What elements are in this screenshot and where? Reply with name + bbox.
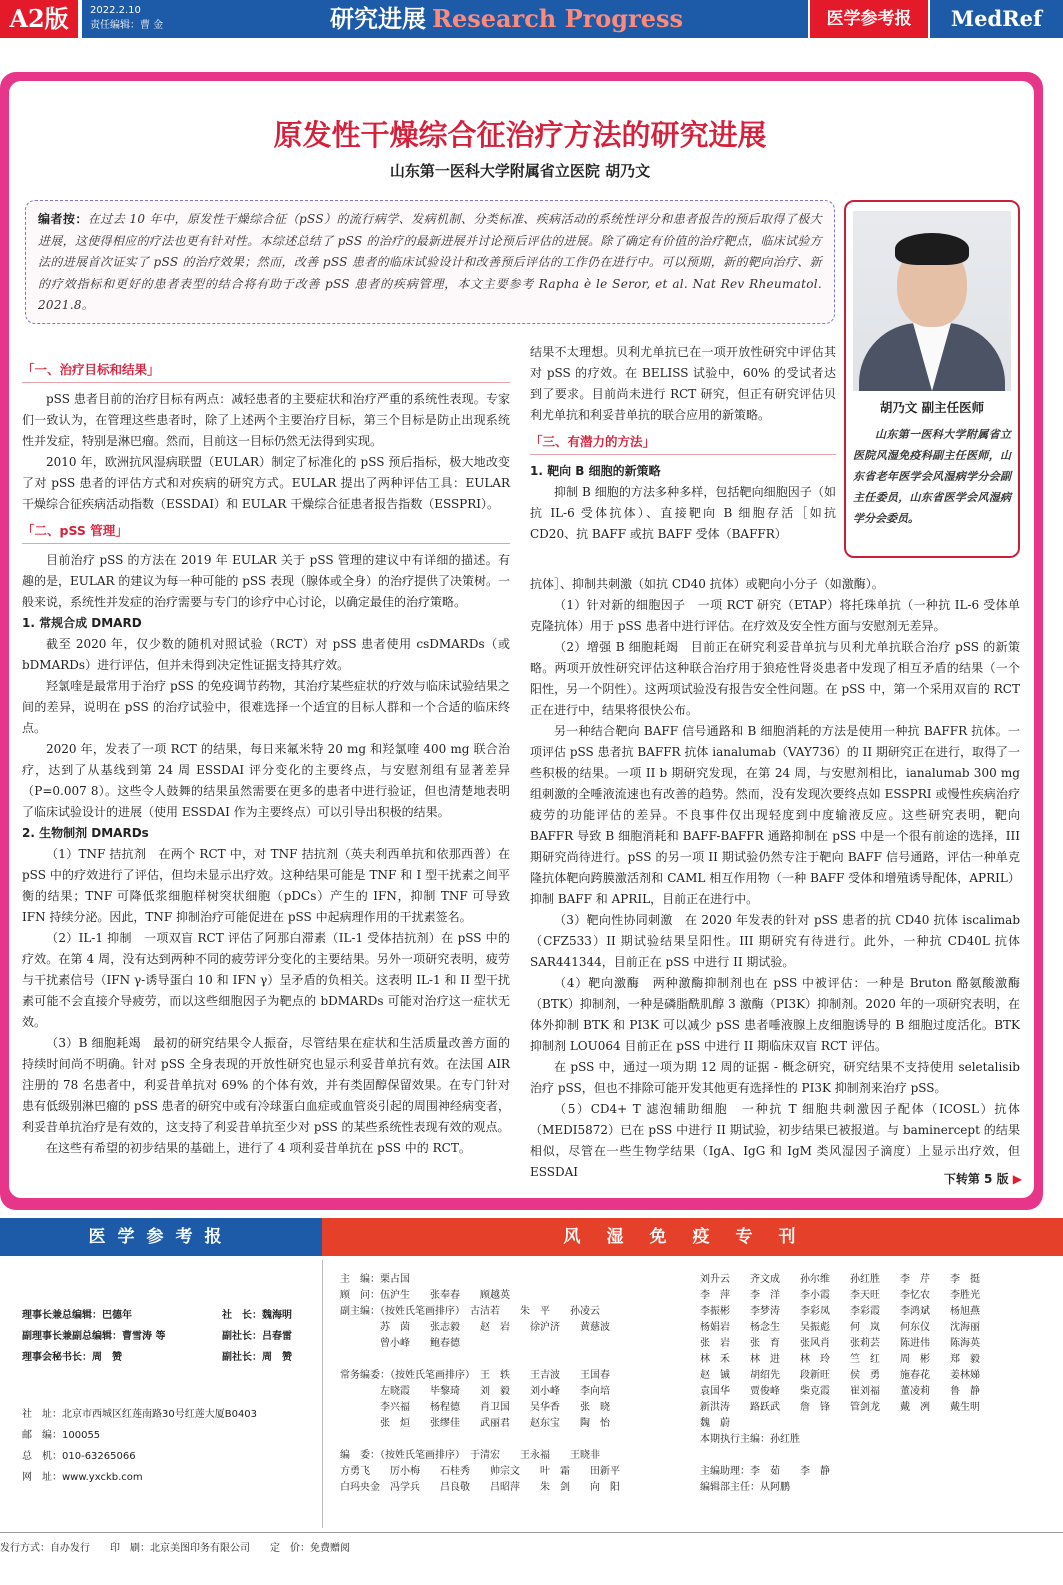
staff-1b: 社 长：魏海明 (222, 1310, 292, 1321)
paragraph: （4）靶向激酶 两种激酶抑制剂也在 pSS 中被评估：一种是 Bruton 酪氨酸激酶（BTK）抑制剂，一种是磷脂酰肌醇 3 激酶（PI3K）抑制剂。2020 年的一项研究表明，在体外抑制 BTK 和 PI3K 可以减少 pSS 患者唾液腺上皮细胞诱导的 B 细胞过度活化。BTK 抑制剂 LOU064 目前正在 pSS 中进行 II 期临床双盲 RCT 评估。 (530, 976, 1020, 1053)
issue-date: 2022.2.10 (90, 5, 141, 16)
article-title: 原发性干燥综合征治疗方法的研究进展 (273, 118, 767, 152)
staff-3: 理事会秘书长：周 赞 (22, 1352, 122, 1363)
right-column-top (530, 342, 836, 574)
paragraph: 抑制 B 细胞的方法多种多样，包括靶向细胞因子（如抗 IL-6 受体抗体）、直接靶向 B 细胞存活［如抗 CD20、抗 BAFF 或抗 BAFF 受体（BAFFR） (530, 485, 836, 541)
paragraph: （3）靶向性协同刺激 在 2020 年发表的针对 pSS 患者的抗 CD40 抗体 iscalimab（CFZ533）II 期试验结果呈阳性。III 期研究有待进行。此外，一种抗 CD40L 抗体 SAR441344，目前正在 pSS 中进行 II 期试验。 (530, 913, 1020, 969)
paragraph: （1）针对新的细胞因子 一项 RCT 研究（ETAP）将托珠单抗（一种抗 IL-6 受体单克隆抗体）用于 pSS 患者中进行评估。在疗效及安全性方面与安慰剂无差异。 (530, 598, 1020, 633)
paragraph: 2010 年，欧洲抗风湿病联盟（EULAR）制定了标准化的 pSS 预后指标，极大地改变了对 pSS 患者的评估方式和对疾病的研究方式。EULAR 提出了两种评估工具：EULAR 干燥综合征疾病活动指数（ESSDAI）和 EULAR 干燥综合征患者报告指数（ESSPRI）。 (22, 455, 510, 511)
address: 社 址：北京市西城区红莲南路30号红莲大厦B0403 (22, 1409, 258, 1420)
paragraph: （3）B 细胞耗竭 最初的研究结果令人振奋，尽管结果在症状和生活质量改善方面的持续时间尚不明确。针对 pSS 全身表现的开放性研究也显示利妥昔单抗有效。在法国 AIR 注册的 78 名患者中，利妥昔单抗对 69% 的个体有效，并有类固醇保留效果。在专门针对患有低级别淋巴瘤的 pSS 患者的研究中或有冷球蛋白血症或血管炎引起的周围神经病变者，利妥昔单抗治疗是有效的，这支持了利妥昔单抗至少对 pSS 的某些系统性表现有效的观点。 (22, 1036, 510, 1134)
paragraph: 截至 2020 年，仅少数的随机对照试验（RCT）对 pSS 患者使用 csDMARDs（或 bDMARDs）进行评估，但并未得到决定性证据支持其疗效。 (22, 637, 510, 672)
newspaper-name: 医学参考报 (810, 0, 928, 38)
phone: 总 机：010-63265066 (22, 1451, 136, 1462)
staff-1: 理事长兼总编辑：巴德年 (22, 1310, 132, 1321)
section-en: Research Progress (432, 4, 684, 33)
masthead-right-banner: 风湿免疫专刊 (322, 1218, 1063, 1256)
masthead-left-banner: 医学参考报 (0, 1218, 322, 1256)
paragraph: 在这些有希望的初步结果的基础上，进行了 4 项利妥昔单抗在 pSS 中的 RCT。 (46, 1141, 471, 1155)
editor-note (25, 200, 835, 324)
author-photo (853, 211, 1011, 391)
subsection-heading: 1. 常规合成 DMARD (22, 616, 142, 630)
section-heading: 「三、有潜力的方法」 (530, 430, 836, 455)
staff-3b: 副社长：周 赞 (222, 1352, 292, 1363)
staff-2b: 副社长：吕春雷 (222, 1331, 292, 1342)
editorial-board-2: 刘升云 齐文成 孙尔维 孙红胜 李 芹 李 挺 李 萍 李 洋 李小霞 李天旺 李忆农 李胜光 李振彬 李梦涛 李彩凤 李彩霞 李鸿斌 杨旭燕 杨娟岩 杨念生 吴振彪 何 岚 何东仪 沈海丽 张 岩 张 育 张风肖 张莉芸 陈进伟 陈海英 林 禾 林 进 林 玲 竺 红 周 彬 郑 毅 赵 铖 胡绍先 段新旺 侯 勇 施春花 姜林娣 袁国华 贾俊峰 柴克霞 崔刘福 董凌莉 鲁 静 新洪涛 路跃武 詹 锋 管剑龙 戴 冽 戴生明 魏 蔚 本期执行主编：孙红胜 主编助理：李 茹 李 静 编辑部主任：从阿鹏 (700, 1274, 980, 1493)
paragraph: 另一种结合靶向 BAFF 信号通路和 B 细胞消耗的方法是使用一种抗 BAFFR 抗体。一项评估 pSS 患者抗 BAFFR 抗体 ianalumab（VAY736）的 II 期研究正在进行，取得了一些积极的结果。一项 II b 期研究发现，在第 24 周，与安慰剂相比，ianalumab 300 mg 组刺激的全唾液流速也有改善的趋势。然而，没有发现次要终点如 ESSPRI 或慢性疾病治疗疲劳的功能评估的差异。不良事件仅出现轻度到中度输液反应。这些研究表明，靶向 BAFFR 导致 B 细胞消耗和 BAFF-BAFFR 通路抑制在 pSS 中是一个很有前途的选择，III 期研究尚待进行。pSS 的另一项 II 期试验仍然专注于靶向 BAFF 信号通路，评估一种单克隆抗体靶向跨膜激活剂和 CAML 相互作用物（一种 BAFF 受体和增殖诱导配体，APRIL）抑制 BAFF 和 APRIL，目前正在进行中。 (530, 724, 1020, 906)
section-heading: 「二、pSS 管理」 (22, 519, 510, 544)
masthead-divider (322, 1260, 323, 1528)
article-byline: 山东第一医科大学附属省立医院 胡乃文 (389, 162, 651, 180)
section-title (302, 0, 808, 38)
paragraph: pSS 患者目前的治疗目标有两点：减轻患者的主要症状和治疗严重的系统性表现。专家们一致认为，在管理这些患者时，除了上述两个主要治疗目标，第三个目标是防止出现系统性并发症，特别是淋巴瘤。然而，目前这一目标仍然无法得到实现。 (22, 392, 510, 448)
footer-info: 发行方式：自办发行 印 刷：北京美图印务有限公司 定 价：免费赠阅 (0, 1543, 350, 1554)
editor-note-text: 在过去 10 年中，原发性干燥综合征（pSS）的流行病学、发病机制、分类标准、疾病活动的系统性评分和患者报告的预后取得了极大进展，这使得相应的疗法也更有针对性。本综述总结了 pSS 的治疗的最新进展并讨论预后评估的进展。除了确定有价值的治疗靶点，临床试验方法的进展首次证实了 pSS 的治疗效果；然而，改善 pSS 患者的临床试验设计和改善预后评估的工作仍在进行中。可以预期，新的靶向治疗、新的疗效指标和更好的患者表型的结合将有助于改善 pSS 患者的疾病管理，本文主要参考 Rapha è le Seror, et al. Nat Rev Rheumatol. 2021.8。 (38, 212, 823, 312)
continued-text: 下转第 5 版 (943, 1172, 1009, 1186)
paragraph: 结果不太理想。贝利尤单抗已在一项开放性研究中评估其对 pSS 的疗效。在 BELISS 试验中，60% 的受试者达到了要求。目前尚未进行 RCT 研究，但正有研究评估贝利尤单抗和利妥昔单抗的联合应用的新策略。 (530, 345, 836, 422)
author-bio: 山东第一医科大学附属省立医院风湿免疫科副主任医师，山东省老年医学会风湿病学分会副主任委员，山东省医学会风湿病学分会委员。 (853, 428, 1011, 525)
editor-credit: 责任编辑：曹 金 (90, 20, 164, 31)
paragraph: 羟氯喹是最常用于治疗 pSS 的免疫调节药物，其治疗某些症状的疗效与临床试验结果之间的差异，说明在 pSS 的治疗试验中，很难选择一个适宜的目标人群和一个合适的临床终点。 (22, 679, 510, 735)
postcode: 邮 编：100055 (22, 1430, 101, 1441)
page-number: A2版 (0, 0, 78, 38)
subsection-heading: 2. 生物制剂 DMARDs (22, 826, 149, 840)
continued-arrow-icon: ▶ (1012, 1172, 1022, 1186)
paragraph: （2）增强 B 细胞耗竭 目前正在研究利妥昔单抗与贝利尤单抗联合治疗 pSS 的新策略。两项开放性研究评估这种联合治疗用于狼疮性肾炎患者中发现了相互矛盾的结果（一个阳性，另一个阴性）。这两项试验没有报告安全性问题。在 pSS 中，第一个采用双盲的 RCT 正在进行中，结果将很快公布。 (530, 640, 1020, 717)
section-heading: 「一、治疗目标和结果」 (22, 358, 510, 383)
left-column (22, 354, 510, 1194)
website: 网 址：www.yxckb.com (22, 1472, 143, 1483)
footer-rule (0, 1532, 1063, 1533)
page-header (0, 0, 1063, 38)
editor-note-label: 编者按： (38, 212, 88, 226)
paragraph: 抗体］、抑制共刺激（如抗 CD40 抗体）或靶向小分子（如激酶）。 (530, 577, 884, 591)
staff-2: 副理事长兼副总编辑：曹雪涛 等 (22, 1331, 166, 1342)
editorial-board-1: 主 编：栗占国 顾 问：伍沪生 张奉春 顾越英 副主编：（按姓氏笔画排序） 古洁若 朱 平 孙凌云 苏 茵 张志毅 赵 岩 徐沪济 黄慈波 曾小峰 鲍春德 常务编委：（按姓氏笔画排序） 王 轶 王吉波 王国春 左晓霞 毕黎琦 刘 毅 刘小峰 李向培 李兴福 杨程德 肖卫国 吴华香 张 晓 张 烜 张缪佳 武丽君 赵东宝 陶 怡 编 委：（按姓氏笔画排序） 于清宏 王永福 王晓非 方勇飞 厉小梅 石桂秀 帅宗文 叶 霜 田新平 白玛央金 冯学兵 吕良敬 吕昭萍 朱 剑 向 阳 (340, 1274, 620, 1493)
paragraph: （2）IL-1 抑制 一项双盲 RCT 评估了阿那白滞素（IL-1 受体拮抗剂）在 pSS 中的疗效。在第 4 周，没有达到两种不同的疲劳评分变化的主要结果。另外一项研究表明，疲劳与干扰素信号（IFN γ-诱导蛋白 10 和 IFN γ）呈矛盾的负相关。这表明 IL-1 和 II 型干扰素可能不会直接介导疲劳，而以这些细胞因子为靶点的 bDMARDs 可能对治疗这一症状无效。 (22, 931, 510, 1029)
author-name: 胡乃文 副主任医师 (879, 400, 985, 415)
section-cn: 研究进展 (330, 4, 426, 33)
newspaper-logo: MedRef (930, 0, 1063, 38)
paragraph: （1）TNF 拮抗剂 在两个 RCT 中，对 TNF 拮抗剂（英夫利西单抗和依那西普）在 pSS 中的疗效进行了评估，但均未显示出疗效。这种结果可能是 TNF 和 I 型干扰素之间平衡的结果；TNF 可降低浆细胞样树突状细胞（pDCs）产生的 IFN，抑制 TNF 可导致 IFN 持续分泌。因此，TNF 抑制治疗可能促进在 pSS 中起病理作用的干扰素签名。 (22, 847, 510, 924)
paragraph: 目前治疗 pSS 的方法在 2019 年 EULAR 关于 pSS 管理的建议中有详细的描述。有趣的是，EULAR 的建议为每一种可能的 pSS 表现（腺体或全身）的治疗提供了决策树。一般来说，系统性并发症的治疗需要与专门的诊疗中心讨论，以确定最佳的治疗策略。 (22, 553, 510, 609)
paragraph: 在 pSS 中，通过一项为期 12 周的证据 - 概念研究，研究结果不支持使用 seletalisib 治疗 pSS，但也不排除可能开发其他更有选择性的 PI3K 抑制剂来治疗 pSS。 (530, 1060, 1020, 1095)
paragraph: 2020 年，发表了一项 RCT 的结果，每日来氟米特 20 mg 和羟氯喹 400 mg 联合治疗，达到了从基线到第 24 周 ESSDAI 评分变化的主要终点，与安慰剂组有显著差异（P=0.007 8）。这些令人鼓舞的结果虽然需要在更多的患者中进行验证，但也清楚地表明了临床试验设计的进展（使用 ESSDAI 作为主要终点）可以引导出积极的结果。 (22, 742, 510, 819)
subsection-heading: 1. 靶向 B 细胞的新策略 (530, 464, 661, 478)
paragraph: （5）CD4+ T 滤泡辅助细胞 一种抗 T 细胞共刺激因子配体（ICOSL）抗体（MEDI5872）已在 pSS 中进行 II 期试验，初步结果已被报道。与 baminercept 的结果相似，尽管在一些生物学结果（IgA、IgG 和 IgM 类风湿因子滴度）上显示出疗效，但 ESSDAI (530, 1102, 1020, 1179)
date-block (82, 0, 302, 38)
continued-note (900, 1170, 1022, 1187)
